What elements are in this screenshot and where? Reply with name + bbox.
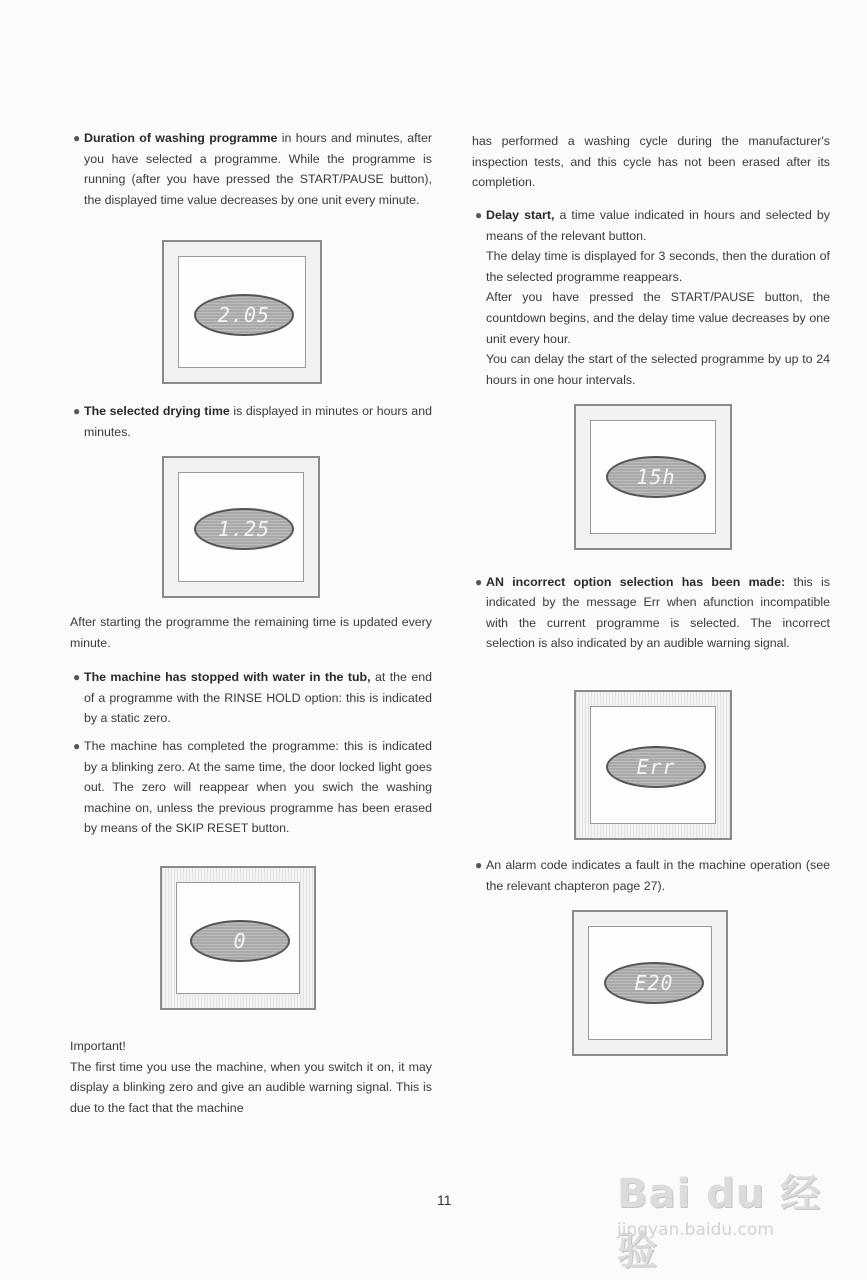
drying-section: [70, 401, 432, 442]
lcd-display-3: [190, 920, 290, 962]
after-start-section: [70, 612, 432, 653]
lcd-value-2: 1.25: [217, 517, 271, 541]
delay-text: a time value indicated in hours and selected by means of the relevant button.: [486, 208, 830, 243]
incorrect-paragraph: [472, 572, 830, 653]
important-title: Important!: [70, 1039, 126, 1053]
alarm-paragraph: [472, 855, 830, 896]
duration-text: in hours and minutes, after you have selected a programme. While the programme is running (after you have pressed the START/PAUSE button), the displayed time value decreases by one unit every minute.: [84, 131, 432, 207]
completed-section: [70, 736, 432, 839]
drying-heading: The selected drying time: [84, 404, 230, 418]
after-start-paragraph: After starting the programme the remaining time is updated every minute.: [70, 615, 432, 650]
lcd-display-5: [606, 746, 706, 788]
incorrect-heading: AN incorrect option selection has been made:: [486, 575, 786, 589]
delay-paragraph-4: You can delay the start of the selected programme by up to 24 hours in one hour intervals.: [486, 352, 830, 387]
important-text: The first time you use the machine, when you switch it on, it may display a blinking zero and give an audible warning signal. This is due to the fact that the machine: [70, 1059, 432, 1115]
bullet-icon: ●: [475, 208, 483, 222]
bullet-icon: ●: [73, 670, 81, 684]
bullet-icon: ●: [475, 575, 483, 589]
completed-text: The machine has completed the programme: this is indicated by a blinking zero. At the same time, the door locked light goes out. The zero will reappear when you swich the washing machine on, unless the previous programme has been erased by means of the SKIP RESET button.: [84, 739, 432, 836]
drying-paragraph: [70, 401, 432, 442]
duration-paragraph: [70, 128, 432, 210]
display-panel-2: [162, 456, 320, 598]
stopped-heading: The machine has stopped with water in the tub,: [84, 670, 371, 684]
watermark-logo: Bai du 经验: [617, 1171, 822, 1274]
bullet-icon: ●: [73, 739, 81, 753]
lcd-value-6: E20: [634, 971, 674, 995]
lcd-display-1: [194, 294, 294, 336]
lcd-display-4: [606, 456, 706, 498]
incorrect-text: this is indicated by the message Err when afunction incompatible with the current programme is selected. The incorrect selection is also indicated by an audible warning signal.: [486, 575, 830, 650]
incorrect-section: [472, 572, 830, 653]
bullet-icon: ●: [73, 131, 81, 145]
duration-heading: Duration of washing programme: [84, 131, 278, 145]
stopped-paragraph: [70, 667, 432, 729]
display-panel-6: [572, 910, 728, 1056]
drying-text: is displayed in minutes or hours and minutes.: [84, 404, 432, 439]
delay-paragraph-2: The delay time is displayed for 3 seconds, then the duration of the selected programme reappears.: [486, 249, 830, 284]
lcd-value-3: 0: [233, 929, 247, 953]
display-panel-1: [162, 240, 322, 384]
lcd-value-1: 2.05: [217, 303, 271, 327]
stopped-text: at the end of a programme with the RINSE HOLD option: this is indicated by a static zero.: [84, 670, 432, 726]
delay-section: [472, 205, 830, 390]
bullet-icon: ●: [475, 858, 483, 872]
page-number: 11: [437, 1192, 452, 1208]
watermark-url: jingyan.baidu.com: [617, 1220, 774, 1240]
continuation-paragraph: has performed a washing cycle during the manufacturer's inspection tests, and this cycle has not been erased after its completion.: [472, 134, 830, 190]
display-panel-5: [574, 690, 732, 840]
display-panel-3: [160, 866, 316, 1010]
duration-section: [70, 128, 432, 210]
lcd-value-5: Err: [636, 755, 676, 779]
alarm-text: An alarm code indicates a fault in the machine operation (see the relevant chapteron page 27).: [486, 858, 830, 893]
alarm-section: [472, 855, 830, 896]
delay-heading: Delay start,: [486, 208, 555, 222]
lcd-display-6: [604, 962, 704, 1004]
delay-paragraph: [472, 205, 830, 246]
lcd-display-2: [194, 508, 294, 550]
display-panel-4: [574, 404, 732, 550]
bullet-icon: ●: [73, 404, 81, 418]
stopped-section: [70, 667, 432, 729]
important-section: [70, 1036, 432, 1118]
baidu-watermark: [617, 1150, 847, 1274]
continuation-section: [472, 131, 830, 193]
delay-paragraph-3: After you have pressed the START/PAUSE button, the countdown begins, and the delay time value decreases by one unit every hour.: [486, 290, 830, 346]
lcd-value-4: 15h: [636, 465, 676, 489]
completed-paragraph: [70, 736, 432, 839]
